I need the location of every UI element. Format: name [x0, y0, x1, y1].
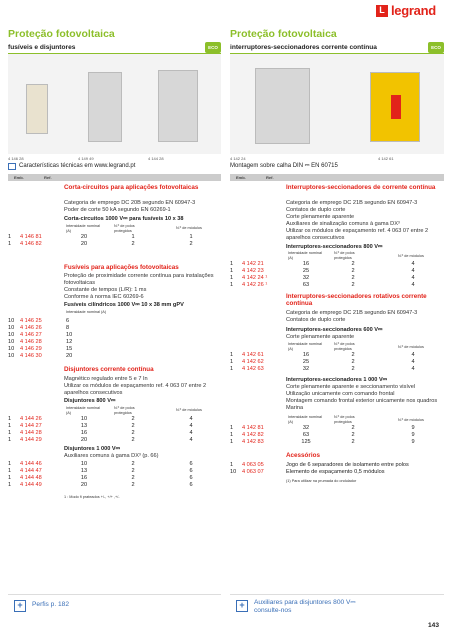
fuse-holder-photo — [88, 72, 122, 142]
cell-emb: 1 — [230, 359, 234, 365]
legrand-logo — [376, 4, 446, 18]
cell-modules: 6 — [189, 475, 193, 481]
table-row — [230, 425, 444, 432]
th-poles: N.º de polos protegidos — [114, 224, 135, 233]
th-current: Intensidade nominal (A) — [288, 415, 322, 424]
breaker-1000-note: Auxiliares comuns à gama DX³ (p. 66) — [64, 453, 159, 459]
cell-emb: 1 — [8, 430, 12, 436]
th-poles: N.º de polos protegidos — [114, 406, 135, 415]
cell-ref: 4 146 81 — [20, 234, 42, 240]
th-current: Intensidade nominal (A) — [66, 224, 100, 233]
table-row — [8, 241, 221, 248]
cell-emb: 1 — [230, 366, 234, 372]
cell-modules: 1 — [189, 234, 193, 240]
cell-ref: 4 063 05 — [242, 462, 264, 468]
fuse-holder-line: Poder de corte 50 kA segundo EN 60269-1 — [64, 207, 171, 213]
cell-current: 32 — [302, 275, 310, 281]
cell-ref: 4 146 30 — [20, 353, 42, 359]
th-poles: N.º de polos protegidos — [334, 251, 355, 260]
cell-emb: 10 — [8, 325, 15, 331]
cell-emb: 1 — [8, 475, 12, 481]
table-row — [8, 325, 221, 332]
cell-current: 10 — [80, 461, 88, 467]
cell-emb: 1 — [230, 432, 234, 438]
rotary-switch-title: Interruptores-seccionadores rotativos corrente contínua — [286, 293, 427, 308]
th-current: Intensidade nominal (A) — [288, 342, 322, 351]
cell-poles: 2 — [351, 432, 355, 438]
cell-ref: 4 146 29 — [20, 346, 42, 352]
pv-fuse-line: Proteção de proximidade corrente contínua para instalações fotovoltaicas — [64, 273, 214, 286]
cell-poles: 2 — [131, 482, 135, 488]
cell-current: 63 — [302, 282, 310, 288]
right-table-header — [230, 174, 444, 181]
cell-modules: 4 — [411, 282, 415, 288]
cell-emb: 1 — [8, 416, 12, 422]
dc-switch-line: Contatos de duplo corte — [286, 207, 346, 213]
cell-poles: 2 — [351, 268, 355, 274]
rotary-switch-line: Categoria de emprego DC 21B segundo EN 60947-3 — [286, 310, 418, 316]
brand-name: legrand — [391, 2, 436, 18]
cell-ref: 4 142 63 — [242, 366, 264, 372]
cell-poles: 1 — [131, 234, 135, 240]
cell-current: 13 — [80, 423, 88, 429]
switch-1000-line: Utilização unicamente com comando frontal — [286, 391, 395, 397]
cell-poles: 2 — [351, 261, 355, 267]
table-row — [8, 332, 221, 339]
cell-current: 13 — [80, 468, 88, 474]
add-icon: + — [236, 600, 248, 612]
cell-current: 20 — [80, 437, 88, 443]
right-page-title: Proteção fotovoltaica — [230, 28, 337, 40]
dc-switch-line: Auxiliares de sinalização comuns à gama DX³ — [286, 221, 400, 227]
cell-poles: 2 — [131, 416, 135, 422]
table-row — [8, 234, 221, 241]
switch-800-subtitle: Interruptores-seccionadores 800 V⎓ — [286, 244, 383, 250]
cell-emb: 1 — [8, 241, 12, 247]
cell-poles: 2 — [131, 430, 135, 436]
cell-current: 6 — [66, 318, 70, 324]
cell-ref: 4 144 28 — [20, 430, 42, 436]
fuse-photo — [26, 84, 48, 134]
cell-emb: 1 — [230, 352, 234, 358]
fuse-holder-title: Corta-circuitos para aplicações fotovoltaicas — [64, 184, 199, 191]
table-row — [8, 339, 221, 346]
cell-description: Elemento de espaçamento 0,5 módulos — [286, 469, 385, 475]
cell-poles: 2 — [351, 282, 355, 288]
cell-current: 20 — [80, 482, 88, 488]
cell-emb: 1 — [230, 439, 234, 445]
footnote: (1) Para utilizar na prumada do ondulador — [286, 479, 357, 483]
right-product-photos — [230, 54, 444, 154]
din-rail-caption: Montagem sobre calha DIN ⎓ EN 60715 — [230, 163, 338, 169]
rotary-handle — [391, 95, 401, 119]
pv-fuse-line: Constante de tempos (L/R): 1 ms — [64, 287, 147, 293]
cell-ref: 4 144 47 — [20, 468, 42, 474]
pv-fuse-subtitle: Fusíveis cilíndricos 1000 V⎓ 10 x 38 mm gPV — [64, 302, 184, 308]
cell-ref: 4 142 24 ¹ — [242, 275, 268, 281]
col-emb: Emb. — [14, 175, 24, 180]
footnote: 1 : Modo fi prateados +/-, +/+ ,+/- — [64, 495, 120, 499]
cell-ref: 4 144 49 — [20, 482, 42, 488]
left-page-subtitle: fusíveis e disjuntores — [8, 44, 76, 51]
cell-ref: 4 146 27 — [20, 332, 42, 338]
dc-switch-line: Corte plenamente aparente — [286, 214, 355, 220]
cell-emb: 1 — [8, 234, 12, 240]
page-number: 143 — [428, 622, 440, 629]
cell-emb: 1 — [230, 261, 234, 267]
cell-current: 32 — [302, 366, 310, 372]
cell-ref: 4 142 23 — [242, 268, 264, 274]
col-ref: Ref. — [44, 175, 52, 180]
profiles-reference-link[interactable]: Perfis p. 182 — [32, 601, 70, 608]
accessories-title: Acessórios — [286, 452, 320, 459]
cell-modules: 9 — [411, 439, 415, 445]
cell-emb: 10 — [8, 339, 15, 345]
cell-current: 16 — [80, 475, 88, 481]
cell-poles: 2 — [351, 439, 355, 445]
table-row — [8, 482, 221, 489]
cell-emb: 1 — [8, 437, 12, 443]
cell-modules: 6 — [189, 468, 193, 474]
pv-fuse-line: Conforme à norma IEC 60269-6 — [64, 294, 144, 300]
cell-poles: 2 — [351, 359, 355, 365]
table-row — [8, 430, 221, 437]
cell-current: 25 — [302, 359, 310, 365]
cell-emb: 10 — [8, 353, 15, 359]
switch-600-note: Corte plenamente aparente — [286, 334, 355, 340]
info-icon — [8, 163, 16, 170]
cell-current: 25 — [302, 268, 310, 274]
cell-description: Jogo de 6 separadores de isolamento entre polos — [286, 462, 409, 468]
cell-current: 8 — [66, 325, 70, 331]
cell-modules: 9 — [411, 432, 415, 438]
cell-ref: 4 144 29 — [20, 437, 42, 443]
table-row — [230, 366, 444, 373]
cell-current: 20 — [80, 241, 88, 247]
cell-modules: 6 — [189, 482, 193, 488]
left-table-header — [8, 174, 221, 181]
cell-ref: 4 144 48 — [20, 475, 42, 481]
th-poles: N.º de polos protegidos — [334, 342, 355, 351]
cell-modules: 9 — [411, 425, 415, 431]
cell-ref: 4 146 26 — [20, 325, 42, 331]
table-row — [8, 318, 221, 325]
table-row — [8, 346, 221, 353]
cell-ref: 4 063 07 — [242, 469, 264, 475]
th-current: Intensidade nominal (A) — [66, 406, 100, 415]
fuse-holder-line: Categoria de emprego DC 20B segundo EN 60947-3 — [64, 200, 196, 206]
right-page-subtitle: interruptores-seccionadores corrente contínua — [230, 44, 377, 51]
th-modules: N.º de módulos — [176, 408, 202, 412]
table-row — [230, 359, 444, 366]
cell-modules: 4 — [411, 352, 415, 358]
cell-modules: 4 — [189, 437, 193, 443]
technical-link-caption: Características técnicas em www.legrand.pt — [19, 163, 136, 169]
footer-rule-left — [8, 594, 221, 595]
cell-poles: 2 — [131, 423, 135, 429]
table-row — [230, 275, 444, 282]
photo-ref: 4 146 28 — [8, 156, 24, 161]
cell-ref: 4 142 62 — [242, 359, 264, 365]
col-emb: Emb. — [236, 175, 246, 180]
cell-ref: 4 146 25 — [20, 318, 42, 324]
switch-disconnector-photo — [255, 68, 310, 144]
pv-fuse-title: Fusíveis para aplicações fotovoltaicas — [64, 264, 179, 271]
cell-emb: 1 — [230, 425, 234, 431]
switch-1000-line: Montagem comando frontal exterior unicamente nos quadros Marina — [286, 398, 438, 411]
cell-poles: 2 — [351, 275, 355, 281]
cell-poles: 2 — [131, 437, 135, 443]
cell-modules: 4 — [189, 430, 193, 436]
photo-ref: 4 142 24 — [230, 156, 246, 161]
cell-emb: 10 — [8, 346, 15, 352]
table-row — [230, 439, 444, 446]
th-current: Intensidade nominal (A) — [288, 251, 322, 260]
left-page-title: Proteção fotovoltaica — [8, 28, 115, 40]
table-row — [230, 282, 444, 289]
consult-us-note[interactable]: consulte-nos — [254, 607, 292, 614]
table-row — [230, 352, 444, 359]
cell-modules: 6 — [189, 461, 193, 467]
cell-modules: 4 — [189, 423, 193, 429]
cell-poles: 2 — [351, 425, 355, 431]
cell-current: 10 — [80, 416, 88, 422]
table-row — [230, 268, 444, 275]
fuse-holder-subtitle: Corta-circuitos 1000 V⎓ para fusíveis 10 x 38 — [64, 216, 184, 222]
table-row — [8, 437, 221, 444]
switch-1000-subtitle: Interruptores-seccionadores 1 000 V⎓ — [286, 377, 388, 383]
cell-modules: 4 — [411, 366, 415, 372]
th-modules: N.º de módulos — [398, 418, 424, 422]
cell-emb: 1 — [8, 461, 12, 467]
cell-current: 20 — [80, 234, 88, 240]
th-current: Intensidade nominal (A) — [66, 310, 107, 314]
cell-poles: 2 — [131, 475, 135, 481]
cell-poles: 2 — [351, 366, 355, 372]
cell-current: 10 — [66, 332, 73, 338]
eco-badge-left: ECO — [205, 42, 221, 53]
cell-emb: 1 — [230, 462, 234, 468]
cell-current: 16 — [80, 430, 88, 436]
auxiliaries-note[interactable]: Auxiliares para disjuntores 800 V⎓ — [254, 599, 356, 606]
cell-poles: 2 — [131, 461, 135, 467]
cell-current: 15 — [66, 346, 73, 352]
photo-ref: 4 149 49 — [78, 156, 94, 161]
cell-poles: 2 — [351, 352, 355, 358]
cell-emb: 1 — [230, 268, 234, 274]
table-row — [230, 462, 444, 469]
breaker-1000-subtitle: Disjuntores 1 000 V⎓ — [64, 446, 121, 452]
add-icon: + — [14, 600, 26, 612]
th-modules: N.º de módulos — [176, 226, 202, 230]
dc-breaker-line: Magnético regulado entre 5 e 7 In — [64, 376, 148, 382]
cell-ref: 4 146 82 — [20, 241, 42, 247]
cell-modules: 2 — [189, 241, 193, 247]
table-row — [8, 423, 221, 430]
dc-switch-line: Utilizar os módulos de espaçamento ref. 4 063 07 entre 2 aparelhos consecutivos — [286, 228, 429, 241]
cell-emb: 1 — [230, 282, 234, 288]
cell-ref: 4 144 27 — [20, 423, 42, 429]
eco-badge-right: ECO — [428, 42, 444, 53]
cell-ref: 4 142 82 — [242, 432, 264, 438]
cell-poles: 2 — [131, 468, 135, 474]
breaker-800-subtitle: Disjuntores 800 V⎓ — [64, 398, 116, 404]
breaker-photo — [158, 70, 198, 142]
cell-ref: 4 142 81 — [242, 425, 264, 431]
cell-current: 32 — [302, 425, 310, 431]
cell-current: 63 — [302, 432, 310, 438]
cell-emb: 10 — [8, 332, 15, 338]
cell-ref: 4 142 83 — [242, 439, 264, 445]
col-ref: Ref. — [266, 175, 274, 180]
switch-600-subtitle: Interruptores-seccionadores 600 V⎓ — [286, 327, 383, 333]
rotary-switch-line: Contatos de duplo corte — [286, 317, 346, 323]
cell-current: 16 — [302, 261, 310, 267]
cell-modules: 4 — [411, 261, 415, 267]
table-row — [8, 475, 221, 482]
table-row — [8, 468, 221, 475]
cell-ref: 4 142 26 ¹ — [242, 282, 268, 288]
cell-poles: 2 — [131, 241, 135, 247]
cell-emb: 10 — [8, 318, 15, 324]
cell-ref: 4 144 26 — [20, 416, 42, 422]
table-row — [8, 461, 221, 468]
table-row — [8, 353, 221, 360]
cell-emb: 10 — [230, 469, 237, 475]
footer-rule-right — [230, 594, 444, 595]
left-product-photos — [8, 54, 221, 154]
th-poles: N.º de polos protegidos — [334, 415, 355, 424]
dc-breaker-title: Disjuntores corrente contínua — [64, 366, 154, 373]
legrand-logo-mark: L — [376, 5, 388, 17]
cell-emb: 1 — [8, 468, 12, 474]
cell-current: 20 — [66, 353, 73, 359]
cell-modules: 4 — [411, 275, 415, 281]
dc-switch-title: Interruptores-seccionadores de corrente contínua — [286, 184, 436, 191]
cell-emb: 1 — [230, 275, 234, 281]
cell-ref: 4 146 28 — [20, 339, 42, 345]
cell-ref: 4 144 46 — [20, 461, 42, 467]
dc-breaker-line: Utilizar os módulos de espaçamento ref. 4 063 07 entre 2 aparelhos consecutivos — [64, 383, 207, 396]
cell-current: 12 — [66, 339, 73, 345]
table-row — [230, 432, 444, 439]
th-modules: N.º de módulos — [398, 254, 424, 258]
cell-ref: 4 142 61 — [242, 352, 264, 358]
cell-current: 125 — [301, 439, 311, 445]
table-row — [230, 469, 444, 476]
cell-modules: 4 — [189, 416, 193, 422]
cell-emb: 1 — [8, 482, 12, 488]
switch-1000-line: Corte plenamente aparente e seccionamento visível — [286, 384, 416, 390]
table-row — [230, 261, 444, 268]
cell-modules: 4 — [411, 268, 415, 274]
dc-switch-line: Categoria de emprego DC 21B segundo EN 60947-3 — [286, 200, 418, 206]
cell-ref: 4 142 21 — [242, 261, 264, 267]
table-row — [8, 416, 221, 423]
photo-ref: 4 142 61 — [378, 156, 394, 161]
cell-current: 16 — [302, 352, 310, 358]
cell-emb: 1 — [8, 423, 12, 429]
cell-modules: 4 — [411, 359, 415, 365]
photo-ref: 4 144 28 — [148, 156, 164, 161]
rotary-switch-photo — [370, 72, 420, 142]
th-modules: N.º de módulos — [398, 345, 424, 349]
